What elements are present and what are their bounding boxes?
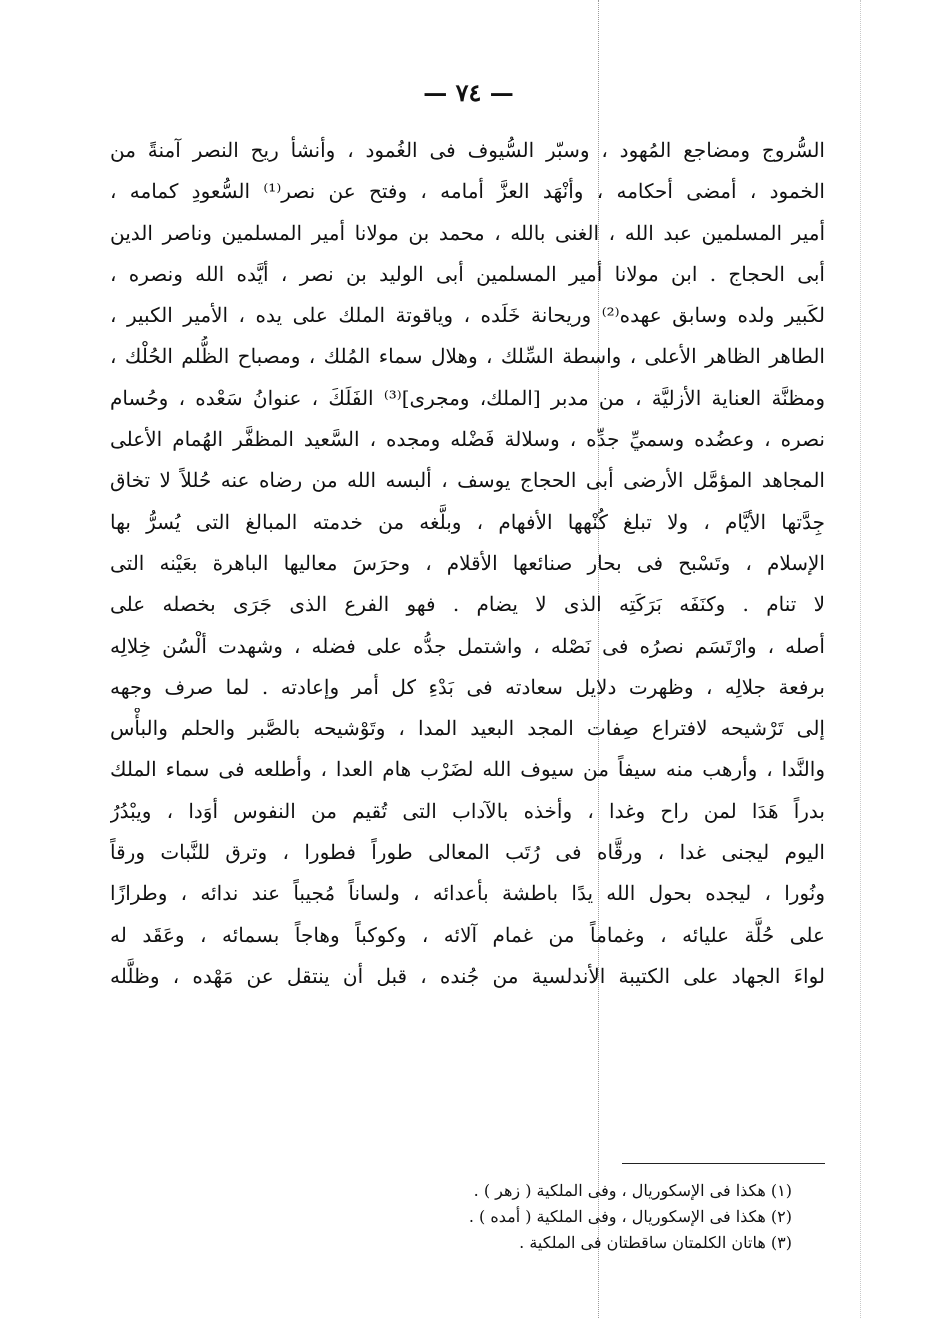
text-line: اليوم ليجنى غدا ، ورقَّاه فى رُتَب المعالى طوراً فطورا ، وترق للنَّبات ورقاً	[110, 840, 825, 865]
text-line: نصره ، وعضُده وسميِّ جدِّه ، وسلالة فَضْله ومجده ، السَّعيد المظفَّر الهُمام الأعلى	[110, 427, 825, 452]
text-line: ومظنَّة العناية الأزليَّة ، من مدبر [الملك، ومجرى]⁽³⁾ الفَلَكَ ، عنوانُ سَعْده ، وحُسام	[110, 385, 825, 410]
footnote-separator	[622, 1163, 825, 1164]
footnotes	[420, 1178, 792, 1256]
text-line: أصله ، وارْتَسَم نصرُه فى نَصْله ، واشتمل جدُّه على فضله ، وشهدت ألْسُن خِلالِه	[110, 633, 825, 658]
text-line: ونُورا ، ليجده بحول الله يدًا باطشة بأعدائه ، ولساناً مُجيباً عند ندائه ، وطرازًا	[110, 881, 825, 906]
text-line: جِدَّتها الأيَّام ، ولا تبلغ كُنْهها الأفهام ، وبلَّغه من خدمته المبالغ التى يُسرُّ بها	[110, 509, 825, 534]
text-line: بدراً هَدَا لمن راح وغدا ، وأخذه بالآداب التى تُقيم من النفوس أوَدا ، ويبْدُرُ	[110, 798, 825, 823]
text-line: والنَّدا ، وأرهب منه سيفاً من سيوف الله لضَرْب هام العدا ، وأطلعه فى سماء الملك	[110, 757, 825, 782]
text-line: على حُلَّة عليائه ، وغماماً من غمام آلائه ، وكوكباً وهاجاً بسمائه ، وعَقَد له	[110, 922, 825, 947]
text-line: لا تنام . وكنَفَه بَرَكَتِه الذى لا يضام . فهو الفرع الذى جَرَى بخصله على	[110, 592, 825, 617]
margin-line	[860, 0, 861, 1318]
page-number: — ٧٤ —	[423, 78, 514, 107]
text-line: السُّروج ومضاجع المُهود ، وسبّر السُّيوف فى الغُمود ، وأنشأ ريح النصر آمنةً من	[110, 138, 825, 162]
footnote: (٢) هكذا فى الإسكوريال ، وفى الملكية ( أمده ) .	[468, 1207, 792, 1226]
footnote: (٣) هاتان الكلمتان ساقطتان فى الملكية .	[519, 1233, 792, 1252]
text-line: أبى الحجاج . ابن مولانا أمير المسلمين أبى الوليد بن نصر ، أيَّده الله ونصره ،	[110, 261, 825, 286]
text-line: الطاهر الظاهر الأعلى ، واسطة السِّلك ، وهلال سماء المُلك ، ومصباح الظُّلم الحُلْك ،	[110, 344, 825, 369]
text-line: لواءَ الجهاد على الكتيبة الأندلسية من جُنده ، قبل أن ينتقل عن مَهْده ، وظلَّله	[110, 963, 825, 988]
text-line: برفعة جلالِه ، وظهرت دلايل سعادته فى بَدْءِ كل أمر وإعادته . لما صرف وجهه	[110, 674, 825, 699]
footnote: (١) هكذا فى الإسكوريال ، وفى الملكية ( زهر ) .	[473, 1181, 792, 1200]
text-line: الإسلام ، وتَسْبح فى بحار صنائعها الأقلام ، وحرَسَ معاليها الباهرة بعَيْنه التى	[110, 550, 825, 575]
text-line: الخمود ، أمضى أحكامه ، وأنْهَد العزَّ أمامه ، وفتح عن نصر⁽¹⁾ السُّعودِ كمامه ،	[110, 179, 825, 204]
text-line: إلى تَرْشيحه لافتراع صِفات المجد البعيد المدا ، وتَوْشيحه بالصَّبر والحلم والبأْس	[110, 716, 825, 741]
text-line: أمير المسلمين عبد الله ، الغنى بالله ، محمد بن مولانا أمير المسلمين وناصر الدين	[110, 220, 825, 245]
text-line: المجاهد المؤمَّل الأرضى أبى الحجاج يوسف ، ألبسه الله من رضاه عنه حُللاً لا تخاق	[110, 468, 825, 493]
body-text	[110, 130, 825, 997]
text-line: لكَبير ولده وسابق عهده⁽²⁾ وريحانة خَلَده ، وياقوتة الملك على يده ، الأمير الكبير ،	[110, 303, 825, 328]
